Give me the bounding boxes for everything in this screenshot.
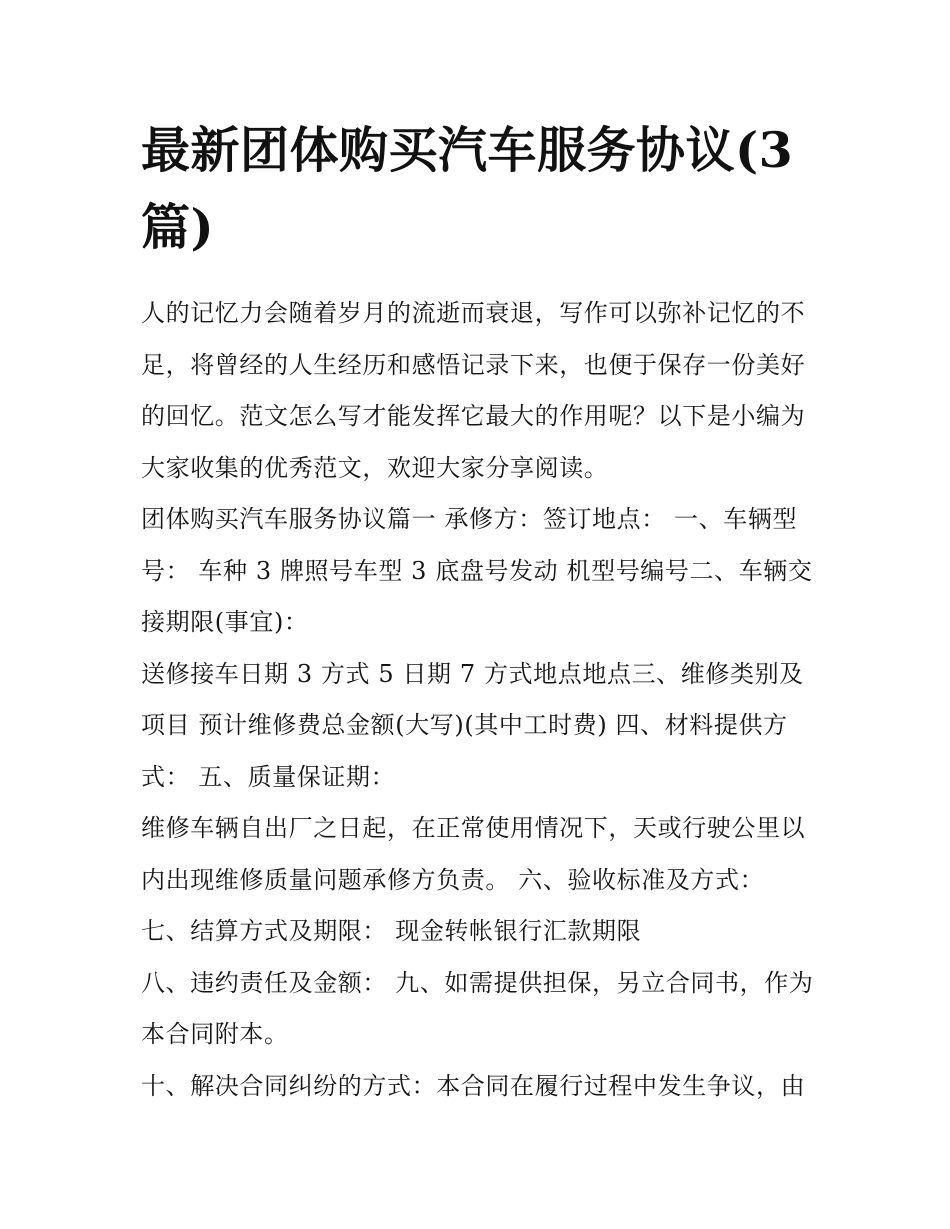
paragraph-repair-items: 送修接车日期 3 方式 5 日期 7 方式地点地点三、维修类别及项目 预计维修费总金额(大写)(其中工时费) 四、材料提供方式： 五、质量保证期： xyxy=(141,659,804,791)
document-page xyxy=(141,112,821,1112)
paragraph-warranty: 维修车辆自出厂之日起，在正常使用情况下，天或行驶公里以内出现维修质量问题承修方负责。 六、验收标准及方式： xyxy=(141,814,806,894)
paragraph-dispute: 十、解决合同纠纷的方式：本合同在履行过程中发生争议，由 xyxy=(141,1071,806,1100)
paragraph-liability: 八、违约责任及金额： 九、如需提供担保，另立合同书，作为本合同附本。 xyxy=(141,968,814,1048)
paragraph-vehicle-info: 团体购买汽车服务协议篇一 承修方：签订地点： 一、车辆型号： 车种 3 牌照号车型 3 底盘号发动 机型号编号二、车辆交接期限(事宜)： xyxy=(141,505,813,636)
document-body xyxy=(141,288,821,1112)
document-title: 最新团体购买汽车服务协议(3篇) xyxy=(141,121,794,256)
paragraph-intro: 人的记忆力会随着岁月的流逝而衰退，写作可以弥补记忆的不足，将曾经的人生经历和感悟记录下来，也便于保存一份美好的回忆。范文怎么写才能发挥它最大的作用呢？以下是小编为大家收集的优秀范文，欢迎大家分享阅读。 xyxy=(141,299,806,482)
paragraph-settlement: 七、结算方式及期限： 现金转帐银行汇款期限 xyxy=(141,917,642,945)
